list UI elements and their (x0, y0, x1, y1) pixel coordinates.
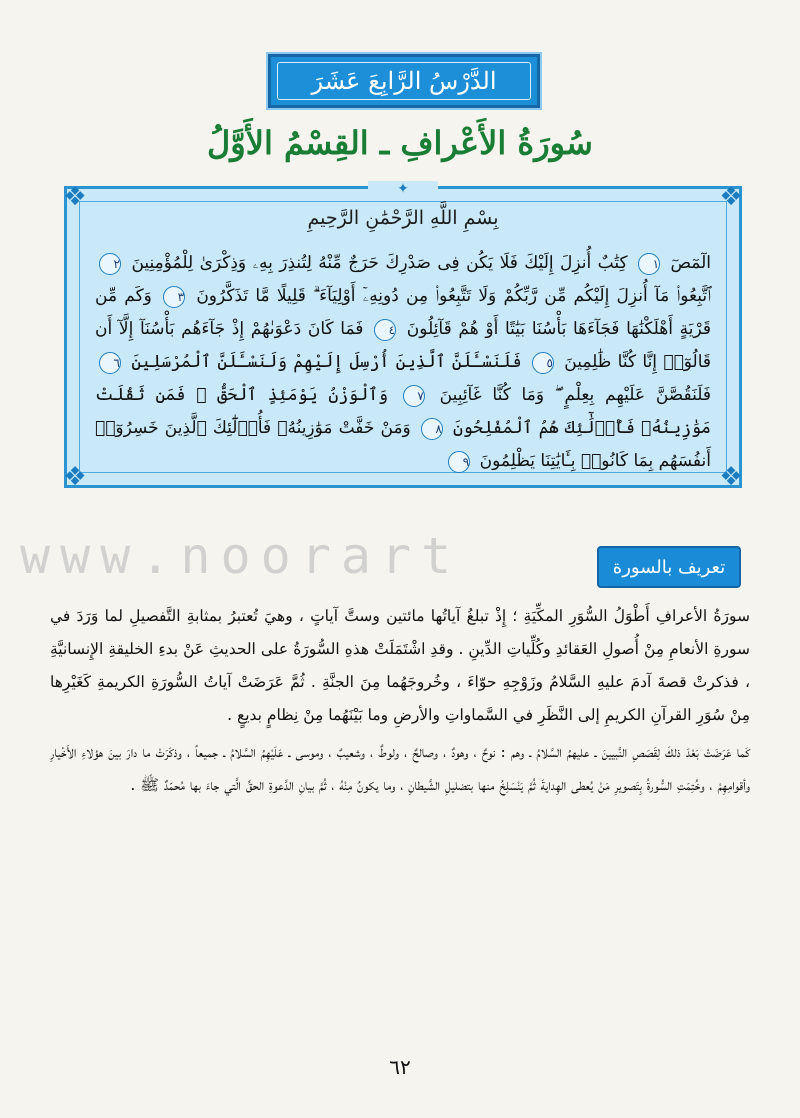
verse-text: الٓمٓصٓ (670, 253, 712, 273)
corner-ornament-icon: ❖ (63, 462, 87, 492)
ayah-number-icon: ٦ (99, 352, 121, 374)
paragraph: سورَةُ الأعرافِ أَطْوَلُ السُّوَرِ المكِّيَةِ ؛ إِذْ تبلغُ آياتُها مائتين وستَّ آياتٍ ، وهيَ تُعتبرُ بمثابةِ التَّفصيلِ لما وَرَدَ في سورةِ الأنعامِ مِنْ أُصولِ العَقائدِ وكُلِّياتِ الدِّينِ . وقدِ اشْتَمَلَتْ هذهِ السُّورَةُ على الحديثِ عَنْ بدءِ الخليقةِ الإِنسانيَّةِ ، فذكرتْ قصةَ آدمَ عليهِ السَّلامُ وزَوْجِهِ حوّاءَ ، وخُروجَهُما مِنَ الجنَّةِ . ثُمَّ عَرَضَتْ آياتُ السُّورَةِ الكريمةِ كَغَيْرِها مِنْ سُوَرِ القرآنِ الكريمِ إلى النَّظَرِ في السَّماواتِ والأرضِ وما بَيْنَهُما مِنْ نِظامٍ بديعٍ . (50, 607, 750, 724)
section-heading-tag (597, 546, 741, 588)
corner-ornament-icon: ❖ (719, 182, 743, 212)
page-number: ٦٢ (389, 1055, 411, 1079)
top-ornament-icon: ✦ (368, 181, 438, 197)
lesson-title: الدَّرْسُ الرَّابِعَ عَشَرَ (311, 67, 497, 95)
verse-text: فَلَنَسْـَٔلَنَّ ٱلَّذِينَ أُرْسِلَ إِلَيْهِمْ وَلَنَسْـَٔلَنَّ ٱلْمُرْسَلِينَ (131, 352, 522, 372)
ayah-number-icon: ٢ (99, 253, 121, 275)
verse-text: وَٱلْوَزْنُ يَوْمَئِذٍ ٱلْحَقُّ ۚ فَمَن ثَقُلَتْ مَوَٰزِينُهُۥ فَأُو۟لَٰٓئِكَ هُمُ ٱلْمُفْلِحُونَ (95, 385, 712, 438)
corner-ornament-icon: ❖ (63, 182, 87, 212)
ayah-number-icon: ٤ (374, 319, 396, 341)
quran-verses (95, 247, 711, 478)
watermark: www.noorart (20, 527, 462, 585)
basmala: بِسْمِ اللَّهِ الرَّحْمَٰنِ الرَّحِيمِ (307, 207, 499, 229)
verse-text: فَلَنَقُصَّنَّ عَلَيْهِم بِعِلْمٍ ۖ وَمَا كُنَّا غَآئِبِينَ (439, 385, 712, 405)
lesson-title-banner (268, 54, 540, 108)
verse-text: فَمَا كَانَ دَعْوَىٰهُمْ إِذْ جَآءَهُم بَأْسُنَآ إِلَّآ أَن قَالُوٓا۟ إِنَّا كُنَّا ظَٰلِمِينَ (95, 319, 712, 372)
ayah-number-icon: ٥ (532, 352, 554, 374)
ayah-number-icon: ١ (638, 253, 660, 275)
ayah-number-icon: ٧ (403, 385, 425, 407)
ayah-number-icon: ٣ (163, 286, 185, 308)
verse-text: وَمَنْ خَفَّتْ مَوَٰزِينُهُۥ فَأُو۟لَٰٓئِكَ ٱلَّذِينَ خَسِرُوٓا۟ أَنفُسَهُم بِمَا كَانُوا۟ بِـَٔايَٰتِنَا يَظْلِمُونَ (95, 418, 711, 471)
surah-title: سُورَةُ الأَعْرافِ ـ القِسْمُ الأَوَّلُ (207, 124, 593, 162)
body-text (50, 600, 750, 806)
paragraph: كَما عَرَضَتْ بَعْدَ ذلكَ لِقَصَصِ النَّبيينَ ـ عليهمُ السَّلامُ ـ وهم : نوحٌ ، وهودٌ ، وصالحٌ ، ولوطٌ ، وشعيبٌ ، وموسى ـ عَلَيْهِمُ السَّلامُ ـ جميعاً ، وذكَرَتْ ما دارَ بينَ هؤلاءِ الأَخْيارِ وأقوامِهِمْ ، وخُتِمَتِ السُّورةُ بِتَصويرِ مَنْ يُعطى الهِدايةَ ثُمَّ يَنْسَلِخُ منها بتضليلِ الشَّيطانِ ، وما يكونُ مِنْهُ ، ثُمَّ بيانِ الدَّعوةِ الحقِّ الَّتي جاءَ بها مُحمّدٌ ﷺ . (50, 743, 750, 794)
verse-text: ٱتَّبِعُوا۟ مَآ أُنزِلَ إِلَيْكُم مِّن رَّبِّكُمْ وَلَا تَتَّبِعُوا۟ مِن دُونِهِۦٓ أَوْلِيَآءَ ۗ قَلِيلًا مَّا تَذَكَّرُونَ (196, 286, 712, 306)
verse-text: وَكَم مِّن قَرْيَةٍ أَهْلَكْنَٰهَا فَجَآءَهَا بَأْسُنَا بَيَٰتًا أَوْ هُمْ قَآئِلُونَ (95, 286, 711, 339)
quran-frame (63, 181, 743, 492)
ayah-number-icon: ٨ (421, 418, 443, 440)
section-heading: تعريف بالسورة (612, 556, 726, 578)
ayah-number-icon: ٩ (448, 451, 470, 473)
corner-ornament-icon: ❖ (719, 462, 743, 492)
verse-text: كِتَٰبٌ أُنزِلَ إِلَيْكَ فَلَا يَكُن فِى صَدْرِكَ حَرَجٌ مِّنْهُ لِتُنذِرَ بِهِۦ وَذِكْرَىٰ لِلْمُؤْمِنِينَ (131, 253, 628, 273)
